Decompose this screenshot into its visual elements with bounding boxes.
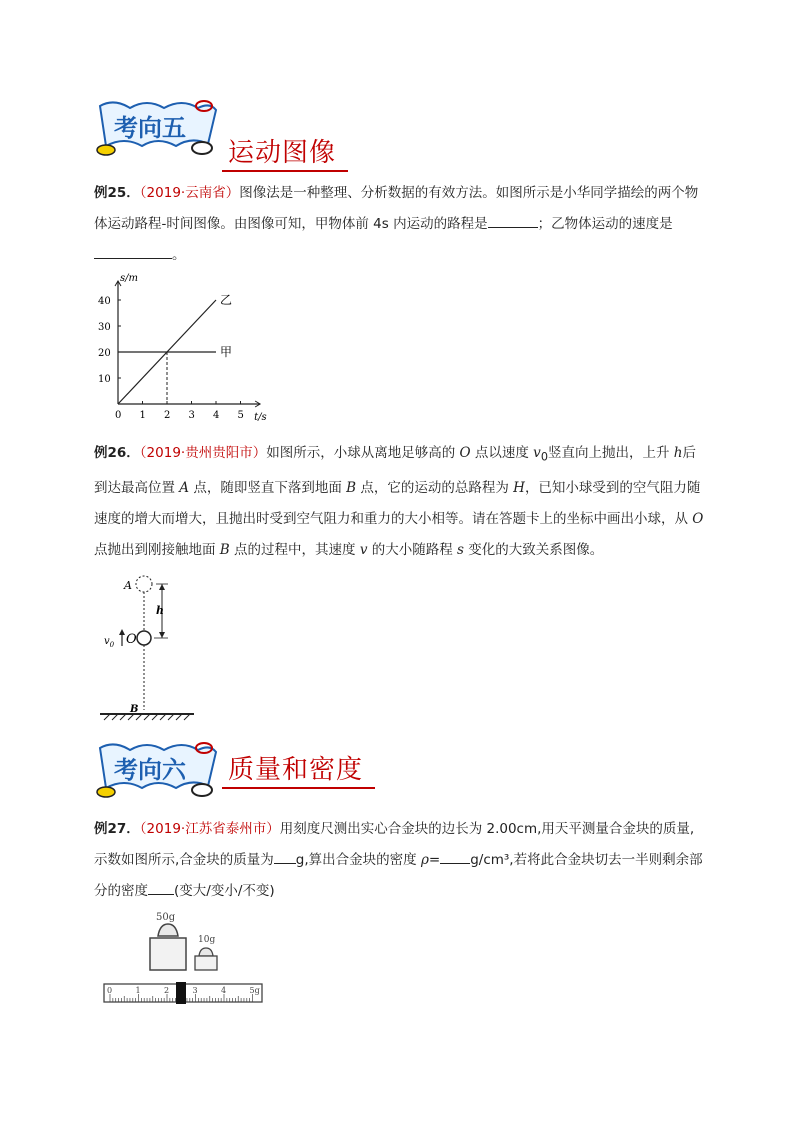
x-tick-label: 5 [237,410,244,421]
scale-label: 4 [221,986,227,995]
q26-t2: 点以速度 [470,445,534,461]
q26-t9: 点的过程中，其速度 [229,541,360,558]
q25-chart [94,273,294,425]
q26-A: A [179,479,190,496]
q26-paragraph [94,438,704,566]
section5-title: 运动图像 [222,136,348,172]
q27-source: （2019·江苏省泰州市） [139,821,280,837]
q26-H: H [513,479,525,496]
q27-rho: ρ [420,852,429,868]
scale-label: 1 [135,986,141,995]
q26-v0sub: 0 [540,450,548,464]
weight-50g [150,938,186,970]
x-tick-label: 3 [188,410,195,421]
ball-top-dashed [136,576,152,592]
q25-source: （2019·云南省） [139,185,240,201]
weight-10g-knob [199,948,213,956]
q27-blank3[interactable] [148,880,174,895]
series-label-jia: 甲 [220,345,233,359]
y-axis-label: s/m [120,273,138,284]
fig-v0-label: $v_0$ [104,636,115,649]
y-tick-label: 40 [98,296,111,307]
q26-label: 例26． [94,445,140,461]
q26-t3: 竖直向上抛出，上升 [547,445,674,461]
x-tick-label: 0 [115,410,122,421]
q25-blank1[interactable] [488,213,538,228]
x-tick-label: 4 [213,410,220,421]
q26-O2: O [692,510,704,527]
section5-badge-text: 考向五 [114,113,186,142]
weight-50g-knob [158,924,178,936]
section5-badge [92,96,222,158]
q25-blank2[interactable] [94,244,172,259]
q26-s: s [457,541,464,558]
section6-title: 质量和密度 [222,753,375,789]
scale-rider[interactable] [176,982,186,1004]
q27-t5: (变大/变小/不变) [174,883,275,899]
ball-O [137,631,151,645]
weight-50g-label: 50g [156,912,176,923]
q27-paragraph [94,814,704,907]
q26-t7: ，已知小球受到的空气阻力随速度的增大而增大，且抛出时受到空气阻力和重力的大小相等。请在答题卡上的坐标中画出小球，从 [94,479,701,527]
scale-label: 2 [164,986,170,995]
q25-text2: ；乙物体运动的速度是 [537,216,673,232]
q27-blank1[interactable] [274,849,296,864]
scale-label: 5g [249,986,260,995]
q26-t4: 后到达最高位置 [94,445,696,496]
q27-figure [100,908,270,1008]
q26-t5: 点，随即竖直下落到地面 [189,479,347,496]
scale-label: 3 [192,986,198,995]
q25-paragraph [94,178,704,271]
q26-t6: 点，它的运动的总路程为 [356,479,514,496]
q27-label: 例27． [94,821,140,837]
fig-h-label: h [156,604,164,617]
q26-figure [96,572,206,722]
q26-B2: B [219,541,230,558]
q27-blank2[interactable] [440,849,470,864]
q26-h: h [673,445,683,461]
q26-v0: v [533,445,541,461]
weight-10g [195,956,217,970]
q26-t11: 变化的大致关系图像。 [463,541,604,558]
q26-v: v [359,541,368,558]
x-tick-label: 1 [139,410,146,421]
q27-t2: g,算出合金块的密度 [295,852,421,868]
q26-B1: B [346,479,357,496]
y-tick-label: 10 [98,374,111,385]
section6-badge-text: 考向六 [114,755,186,784]
weight-10g-label: 10g [198,935,216,945]
q27-t4: g/cm³,若将此合金块切去一半则剩余部分的密度 [94,852,703,899]
fig-O-label: O [126,632,137,647]
q25-text1: 图像法是一种整理、分析数据的有效方法。如图所示是小华同学描绘的两个物体运动路程-时间图像。由图像可知，甲物体前 4s 内运动的路程是 [94,185,699,232]
q25-label: 例25． [94,185,140,201]
y-tick-label: 30 [98,322,111,333]
q27-t1: 用刻度尺测出实心合金块的边长为 2.00cm,用天平测量合金块的质量,示数如图所示,合金块的质量为 [94,821,695,868]
q26-source: （2019·贵州贵阳市） [139,445,267,461]
q26-t10: 的大小随路程 [367,541,458,558]
fig-B-label: B [130,704,139,715]
h-arrow-down [159,632,165,638]
q26-t1: 如图所示，小球从离地足够高的 [266,445,460,461]
h-arrow-up [159,584,165,590]
series-label-yi: 乙 [220,293,233,307]
q25-end: 。 [172,247,186,263]
section6-badge [92,738,222,800]
fig-A-label: A [124,579,132,592]
scale-label: 0 [107,986,113,995]
x-axis-label: t/s [254,412,267,423]
q26-O1: O [459,445,471,461]
x-tick-label: 2 [164,410,171,421]
y-tick-label: 20 [98,348,111,359]
q26-t8: 点抛出到刚接触地面 [94,541,220,558]
q27-t3: = [428,852,441,868]
